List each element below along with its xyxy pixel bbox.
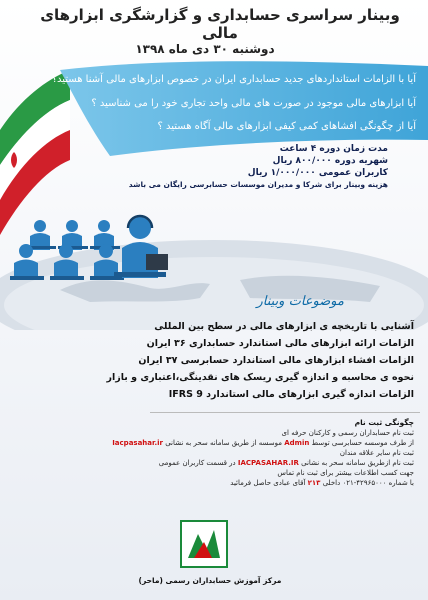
public-users-fee: کاربران عمومی ۱/۰۰۰/۰۰۰ ریال [247, 168, 388, 178]
people-icon [10, 220, 124, 280]
topic-item: آشنایی با تاریخچه ی ابزارهای مالی در سطح بین المللی [154, 321, 414, 332]
registration-text: ثبت نام ازطریق سامانه سحر به نشانی [301, 459, 414, 467]
extension-number: ۲۱۳ [307, 479, 321, 487]
question-2: آیا ابزارهای مالی موجود در صورت های مالی واحد تجاری خود را می شناسید ؟ [91, 98, 416, 109]
organization-logo [180, 520, 228, 568]
topics-heading: موضوعات وبینار [256, 294, 344, 309]
sahar-link[interactable]: Iacpasahar.ir [112, 439, 163, 447]
course-fee: شهریه دوره ۸۰۰/۰۰۰ ریال [272, 156, 388, 166]
registration-line: جهت کسب اطلاعات بیشتر برای ثبت نام تماس [277, 469, 414, 477]
registration-line [84, 478, 414, 488]
globe-illustration [0, 180, 428, 330]
registration-info [84, 418, 414, 488]
question-3: آیا از چگونگی افشاهای کمی کیفی ابزارهای مالی آگاه هستید ؟ [157, 121, 416, 132]
registration-text: در قسمت کاربران عمومی [158, 459, 236, 467]
event-date: دوشنبه ۳۰ دی ماه ۱۳۹۸ [135, 42, 275, 56]
admin-label: Admin [284, 439, 310, 447]
question-1: آیا با الزامات استانداردهای جدید حسابداری ایران در خصوص ابزارهای مالی آشنا هستید؟ [51, 74, 416, 85]
registration-line [84, 458, 414, 468]
topic-item: الزامات اندازه گیری ابزارهای مالی استاندارد IFRS 9 [168, 389, 414, 400]
registration-line [84, 438, 414, 448]
organization-name: مرکز آموزش حسابداران رسمی (ماحر) [138, 576, 282, 585]
registration-text: موسسه از طریق سامانه سحر به نشانی [165, 439, 282, 447]
topic-item: نحوه ی محاسبه و اندازه گیری ریسک های نقدینگی،اعتباری و بازار [106, 372, 414, 383]
registration-heading: چگونگی ثبت نام [354, 418, 414, 427]
registration-text: آقای عبادی حاصل فرمائید [230, 479, 306, 487]
sahar-link-upper[interactable]: IACPASAHAR.IR [237, 459, 299, 467]
course-duration: مدت زمان دوره ۴ ساعت [279, 144, 388, 154]
poster-title: وبینار سراسری حسابداری و گزارشگری ابزارهای مالی [40, 6, 400, 42]
registration-line: ثبت نام سایر علاقه مندان [339, 449, 414, 457]
topics-list [44, 318, 414, 403]
registration-text: از طرف موسسه حسابرسی توسط [311, 439, 414, 447]
registration-line: ثبت نام حسابداران رسمی و کارکنان حرفه ای [281, 429, 414, 437]
divider [150, 412, 420, 413]
topic-item: الزامات ارائه ابزارهای مالی استاندارد حسابداری ۳۶ ایران [146, 338, 414, 349]
registration-text: با شماره ۴۲۹۶۵۰۰۰-۰۲۱ داخلی [322, 479, 414, 487]
free-note: هزینه وبینار برای شرکا و مدیران موسسات حسابرسی رایگان می باشد [128, 180, 388, 189]
topic-item: الزامات افشاء ابزارهای مالی استاندارد حسابرسی ۳۷ ایران [138, 355, 414, 366]
